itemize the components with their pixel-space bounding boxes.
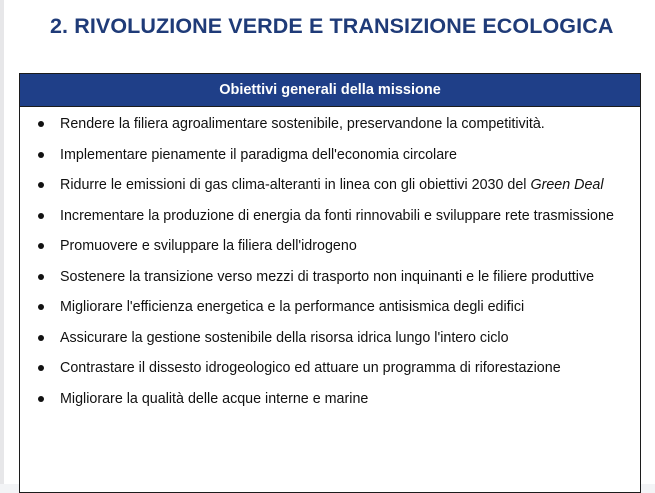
list-item	[38, 358, 630, 378]
list-item	[38, 114, 630, 134]
bullet-icon	[38, 335, 44, 341]
list-item	[38, 175, 630, 195]
list-item	[38, 389, 630, 409]
bullet-icon	[38, 182, 44, 188]
objectives-table	[19, 73, 641, 493]
bullet-icon	[38, 213, 44, 219]
list-item	[38, 328, 630, 348]
objective-text: Incrementare la produzione di energia da fonti rinnovabili e sviluppare rete trasmissione	[60, 207, 614, 224]
objective-text: Implementare pienamente il paradigma dell'economia circolare	[60, 146, 457, 163]
objectives-list	[20, 107, 640, 409]
page-edge	[0, 0, 4, 484]
bullet-icon	[38, 274, 44, 280]
objective-emphasis: Green Deal	[530, 177, 604, 193]
section-heading: 2. RIVOLUZIONE VERDE E TRANSIZIONE ECOLOGICA	[50, 14, 614, 38]
bullet-icon	[38, 152, 44, 158]
objective-text: Rendere la filiera agroalimentare sostenibile, preservandone la competitività.	[60, 116, 545, 132]
objective-text: Sostenere la transizione verso mezzi di trasporto non inquinanti e le filiere produttive	[60, 268, 595, 285]
list-item	[38, 145, 630, 165]
bullet-icon	[38, 243, 44, 249]
bullet-icon	[38, 121, 44, 127]
objective-text: Promuovere e sviluppare la filiera dell'idrogeno	[60, 238, 357, 254]
objective-text: Assicurare la gestione sostenibile della risorsa idrica lungo l'intero ciclo	[60, 329, 509, 346]
objective-text: Migliorare la qualità delle acque interne e marine	[60, 390, 369, 407]
list-item	[38, 236, 630, 256]
list-item	[38, 267, 630, 287]
bullet-icon	[38, 396, 44, 402]
table-header: Obiettivi generali della missione	[20, 74, 640, 107]
list-item	[38, 206, 630, 226]
objective-text: Migliorare l'efficienza energetica e la performance antisismica degli edifici	[60, 299, 525, 315]
objective-text: Contrastare il dissesto idrogeologico ed attuare un programma di riforestazione	[60, 360, 561, 376]
list-item	[38, 297, 630, 317]
bullet-icon	[38, 365, 44, 371]
objective-text: Ridurre le emissioni di gas clima-alteranti in linea con gli obiettivi 2030 del	[60, 177, 531, 193]
bullet-icon	[38, 304, 44, 310]
